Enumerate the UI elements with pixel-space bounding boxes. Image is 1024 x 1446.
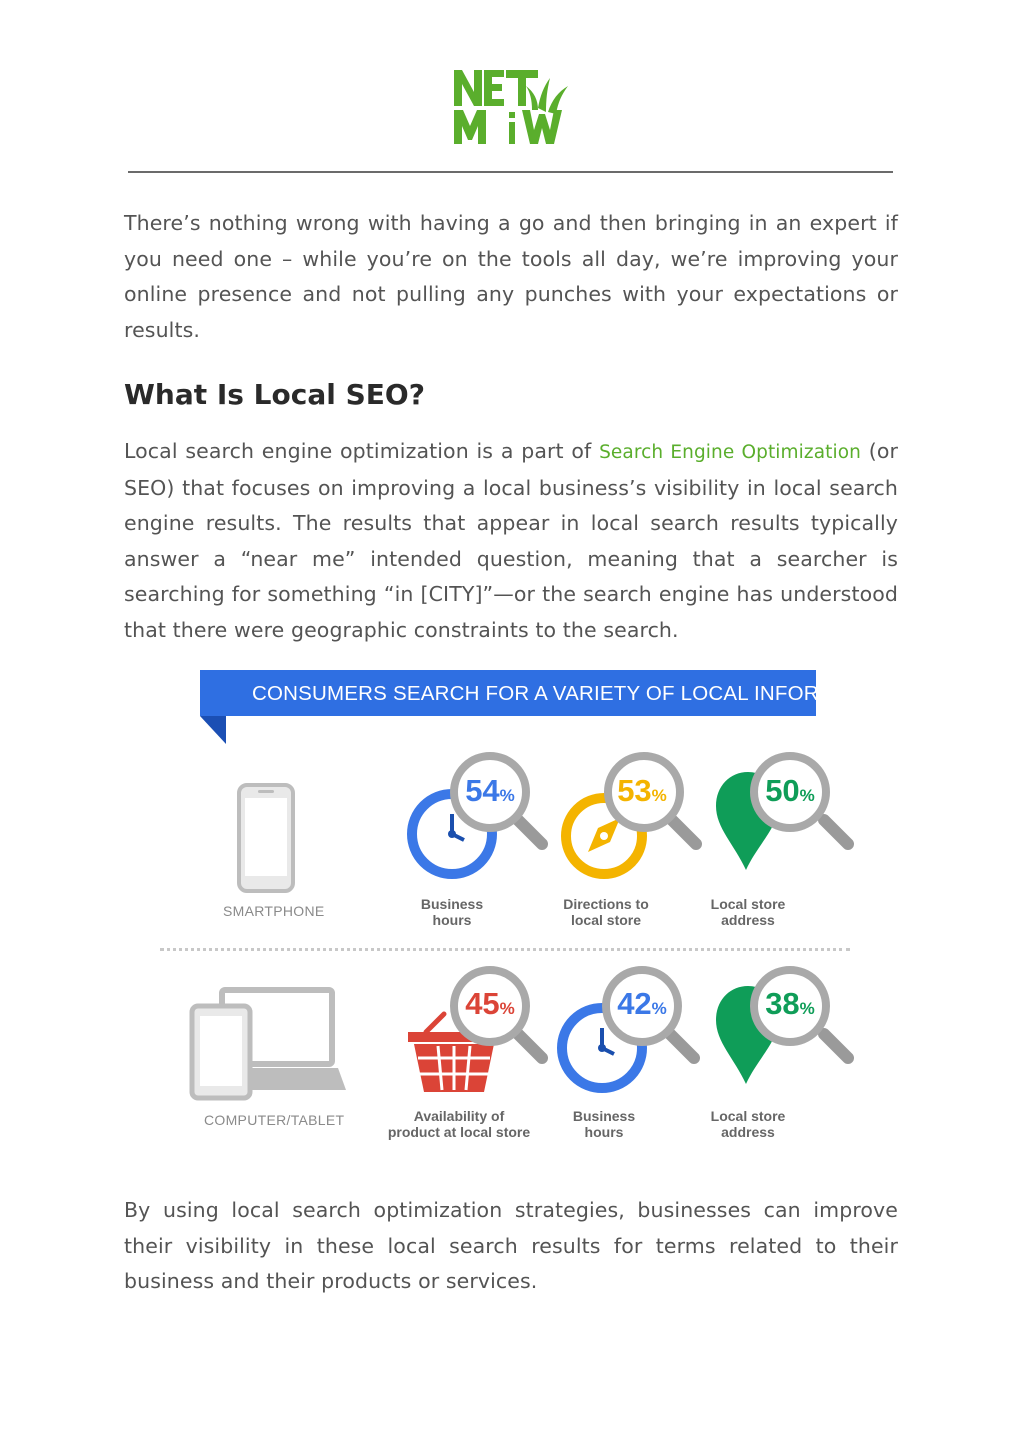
basket-icon <box>404 962 554 1102</box>
seo-link[interactable]: Search Engine Optimization <box>599 442 861 463</box>
smartphone-label: SMARTPHONE <box>223 903 325 919</box>
stat-value: 54 <box>465 773 500 808</box>
stat-unit: % <box>651 999 667 1018</box>
stat-unit: % <box>499 999 515 1018</box>
stat-label-line: Directions to <box>563 896 649 912</box>
section-heading: What Is Local SEO? <box>124 378 425 411</box>
stat-label-line: Local store <box>710 896 786 912</box>
local-seo-paragraph <box>124 434 898 648</box>
stat-value: 38 <box>765 986 800 1021</box>
stat-label-line: hours <box>584 1124 624 1140</box>
stat-pct-45 <box>445 986 535 1022</box>
closing-paragraph: By using local search optimization strategies, businesses can improve their visibility in these local search results for terms related to their business and their products or services. <box>124 1198 898 1293</box>
local-search-infographic <box>160 668 899 1148</box>
local-seo-text-rest: (or SEO) that focuses on improving a local business’s visibility in local search engine results. The results that appear in local search results typically answer a “near me” intended question, meaning that a searcher is searching for something “in [CITY]”—or the search engine has understood that there were geographic constraints to the search. <box>124 439 898 642</box>
stat-value: 53 <box>617 773 652 808</box>
stat-pct-38 <box>745 986 835 1022</box>
stat-label-business-hours <box>377 896 527 928</box>
compass-icon <box>558 748 708 888</box>
stat-unit: % <box>799 999 815 1018</box>
stat-value: 42 <box>617 986 652 1021</box>
computer-tablet-icon <box>188 986 348 1104</box>
stat-unit: % <box>799 786 815 805</box>
stat-label-store-address <box>673 896 823 928</box>
map-pin-icon <box>710 748 860 888</box>
stat-unit: % <box>651 786 667 805</box>
clock-icon <box>404 748 554 888</box>
row-divider <box>160 948 850 951</box>
stat-pct-53 <box>597 773 687 809</box>
stat-pct-54 <box>445 773 535 809</box>
stat-label-line: address <box>721 1124 775 1140</box>
local-seo-text-start: Local search engine optimization is a part of <box>124 439 600 463</box>
stat-label-availability <box>384 1108 534 1140</box>
stat-label-line: local store <box>570 912 642 928</box>
stat-label-line: Business <box>420 896 484 912</box>
stat-unit: % <box>499 786 515 805</box>
infographic-banner <box>200 670 899 716</box>
map-pin-icon <box>710 962 860 1102</box>
stat-value: 45 <box>465 986 500 1021</box>
stat-value: 50 <box>765 773 800 808</box>
intro-paragraph: There’s nothing wrong with having a go and then bringing in an expert if you need one – while you’re on the tools all day, we’re improving your online presence and not pulling any punches with your expectations or results. <box>124 211 898 342</box>
banner-fold <box>200 716 226 744</box>
stat-pct-42 <box>597 986 687 1022</box>
clock-icon <box>556 962 706 1102</box>
smartphone-icon <box>236 782 296 894</box>
stat-label-line: Business <box>572 1108 636 1124</box>
stat-label-line: address <box>721 912 775 928</box>
infographic-title: CONSUMERS SEARCH FOR A VARIETY OF LOCAL INFORMATION <box>252 682 899 705</box>
stat-pct-50 <box>745 773 835 809</box>
stat-label-directions <box>531 896 681 928</box>
header-divider <box>128 171 893 173</box>
stat-label-business-hours <box>529 1108 679 1140</box>
stat-label-store-address <box>673 1108 823 1140</box>
stat-label-line: Availability of <box>413 1108 505 1124</box>
stat-label-line: Local store <box>710 1108 786 1124</box>
netmiw-logo <box>452 68 572 148</box>
computer-tablet-label: COMPUTER/TABLET <box>204 1112 345 1128</box>
stat-label-line: product at local store <box>387 1124 531 1140</box>
stat-label-line: hours <box>432 912 472 928</box>
